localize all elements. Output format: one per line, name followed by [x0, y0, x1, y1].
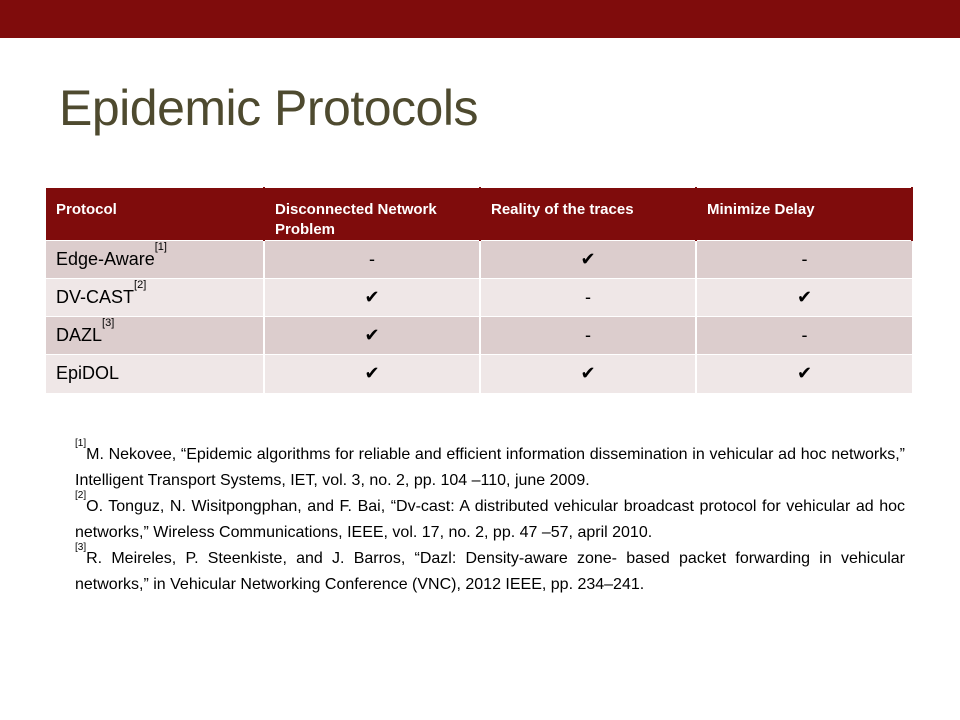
table-cell: ✔ [480, 355, 696, 393]
header-minimize-delay: Minimize Delay [696, 188, 912, 241]
protocol-name-cell [46, 317, 264, 355]
table-header-row [46, 188, 912, 241]
table-cell: ✔ [264, 355, 480, 393]
slide-title: Epidemic Protocols [59, 80, 478, 136]
reference-marker: [3] [102, 317, 115, 329]
reference-text: M. Nekovee, “Epidemic algorithms for reliable and efficient information dissemination in vehicular ad hoc networks,” Intelligent Transport Systems, IET, vol. 3, no. 2, pp. 104 –110, june 2009. [75, 446, 905, 489]
protocol-name-cell [46, 241, 264, 279]
top-accent-bar [0, 0, 960, 38]
table-cell: - [480, 317, 696, 355]
reference-marker: [1] [154, 241, 167, 253]
reference-marker: [1] [75, 438, 87, 449]
table-cell: ✔ [480, 241, 696, 279]
table-row [46, 279, 912, 317]
table-row [46, 241, 912, 279]
table-cell: ✔ [264, 279, 480, 317]
table-cell: - [696, 241, 912, 279]
table-row [46, 355, 912, 393]
reference-marker: [3] [75, 542, 87, 553]
protocol-name: DAZL [56, 325, 103, 345]
protocol-comparison-table [46, 187, 913, 393]
references-section [75, 438, 905, 598]
reference-item [75, 542, 905, 598]
reference-item [75, 490, 905, 546]
protocol-name: DV-CAST [56, 287, 135, 307]
header-disconnected-network-problem: Disconnected Network Problem [264, 188, 480, 241]
protocol-name-cell [46, 279, 264, 317]
table-cell: ✔ [696, 279, 912, 317]
table-cell: ✔ [264, 317, 480, 355]
protocol-name: EpiDOL [56, 363, 120, 384]
reference-marker: [2] [75, 490, 87, 501]
reference-item [75, 438, 905, 494]
protocol-name-cell [46, 355, 264, 393]
header-reality-of-traces: Reality of the traces [480, 188, 696, 241]
header-protocol: Protocol [46, 188, 264, 241]
reference-text: O. Tonguz, N. Wisitpongphan, and F. Bai, “Dv-cast: A distributed vehicular broadcast protocol for vehicular ad hoc networks,” Wireless Communications, IEEE, vol. 17, no. 2, pp. 47 –57, april 2010. [75, 498, 905, 541]
table-cell: - [696, 317, 912, 355]
protocol-name: Edge-Aware [56, 249, 155, 269]
reference-marker: [2] [134, 279, 147, 291]
table-row [46, 317, 912, 355]
table-cell: - [264, 241, 480, 279]
table-cell: ✔ [696, 355, 912, 393]
table-cell: - [480, 279, 696, 317]
reference-text: R. Meireles, P. Steenkiste, and J. Barros, “Dazl: Density-aware zone- based packet forwarding in vehicular networks,” in Vehicular Networking Conference (VNC), 2012 IEEE, pp. 234–241. [75, 550, 905, 593]
